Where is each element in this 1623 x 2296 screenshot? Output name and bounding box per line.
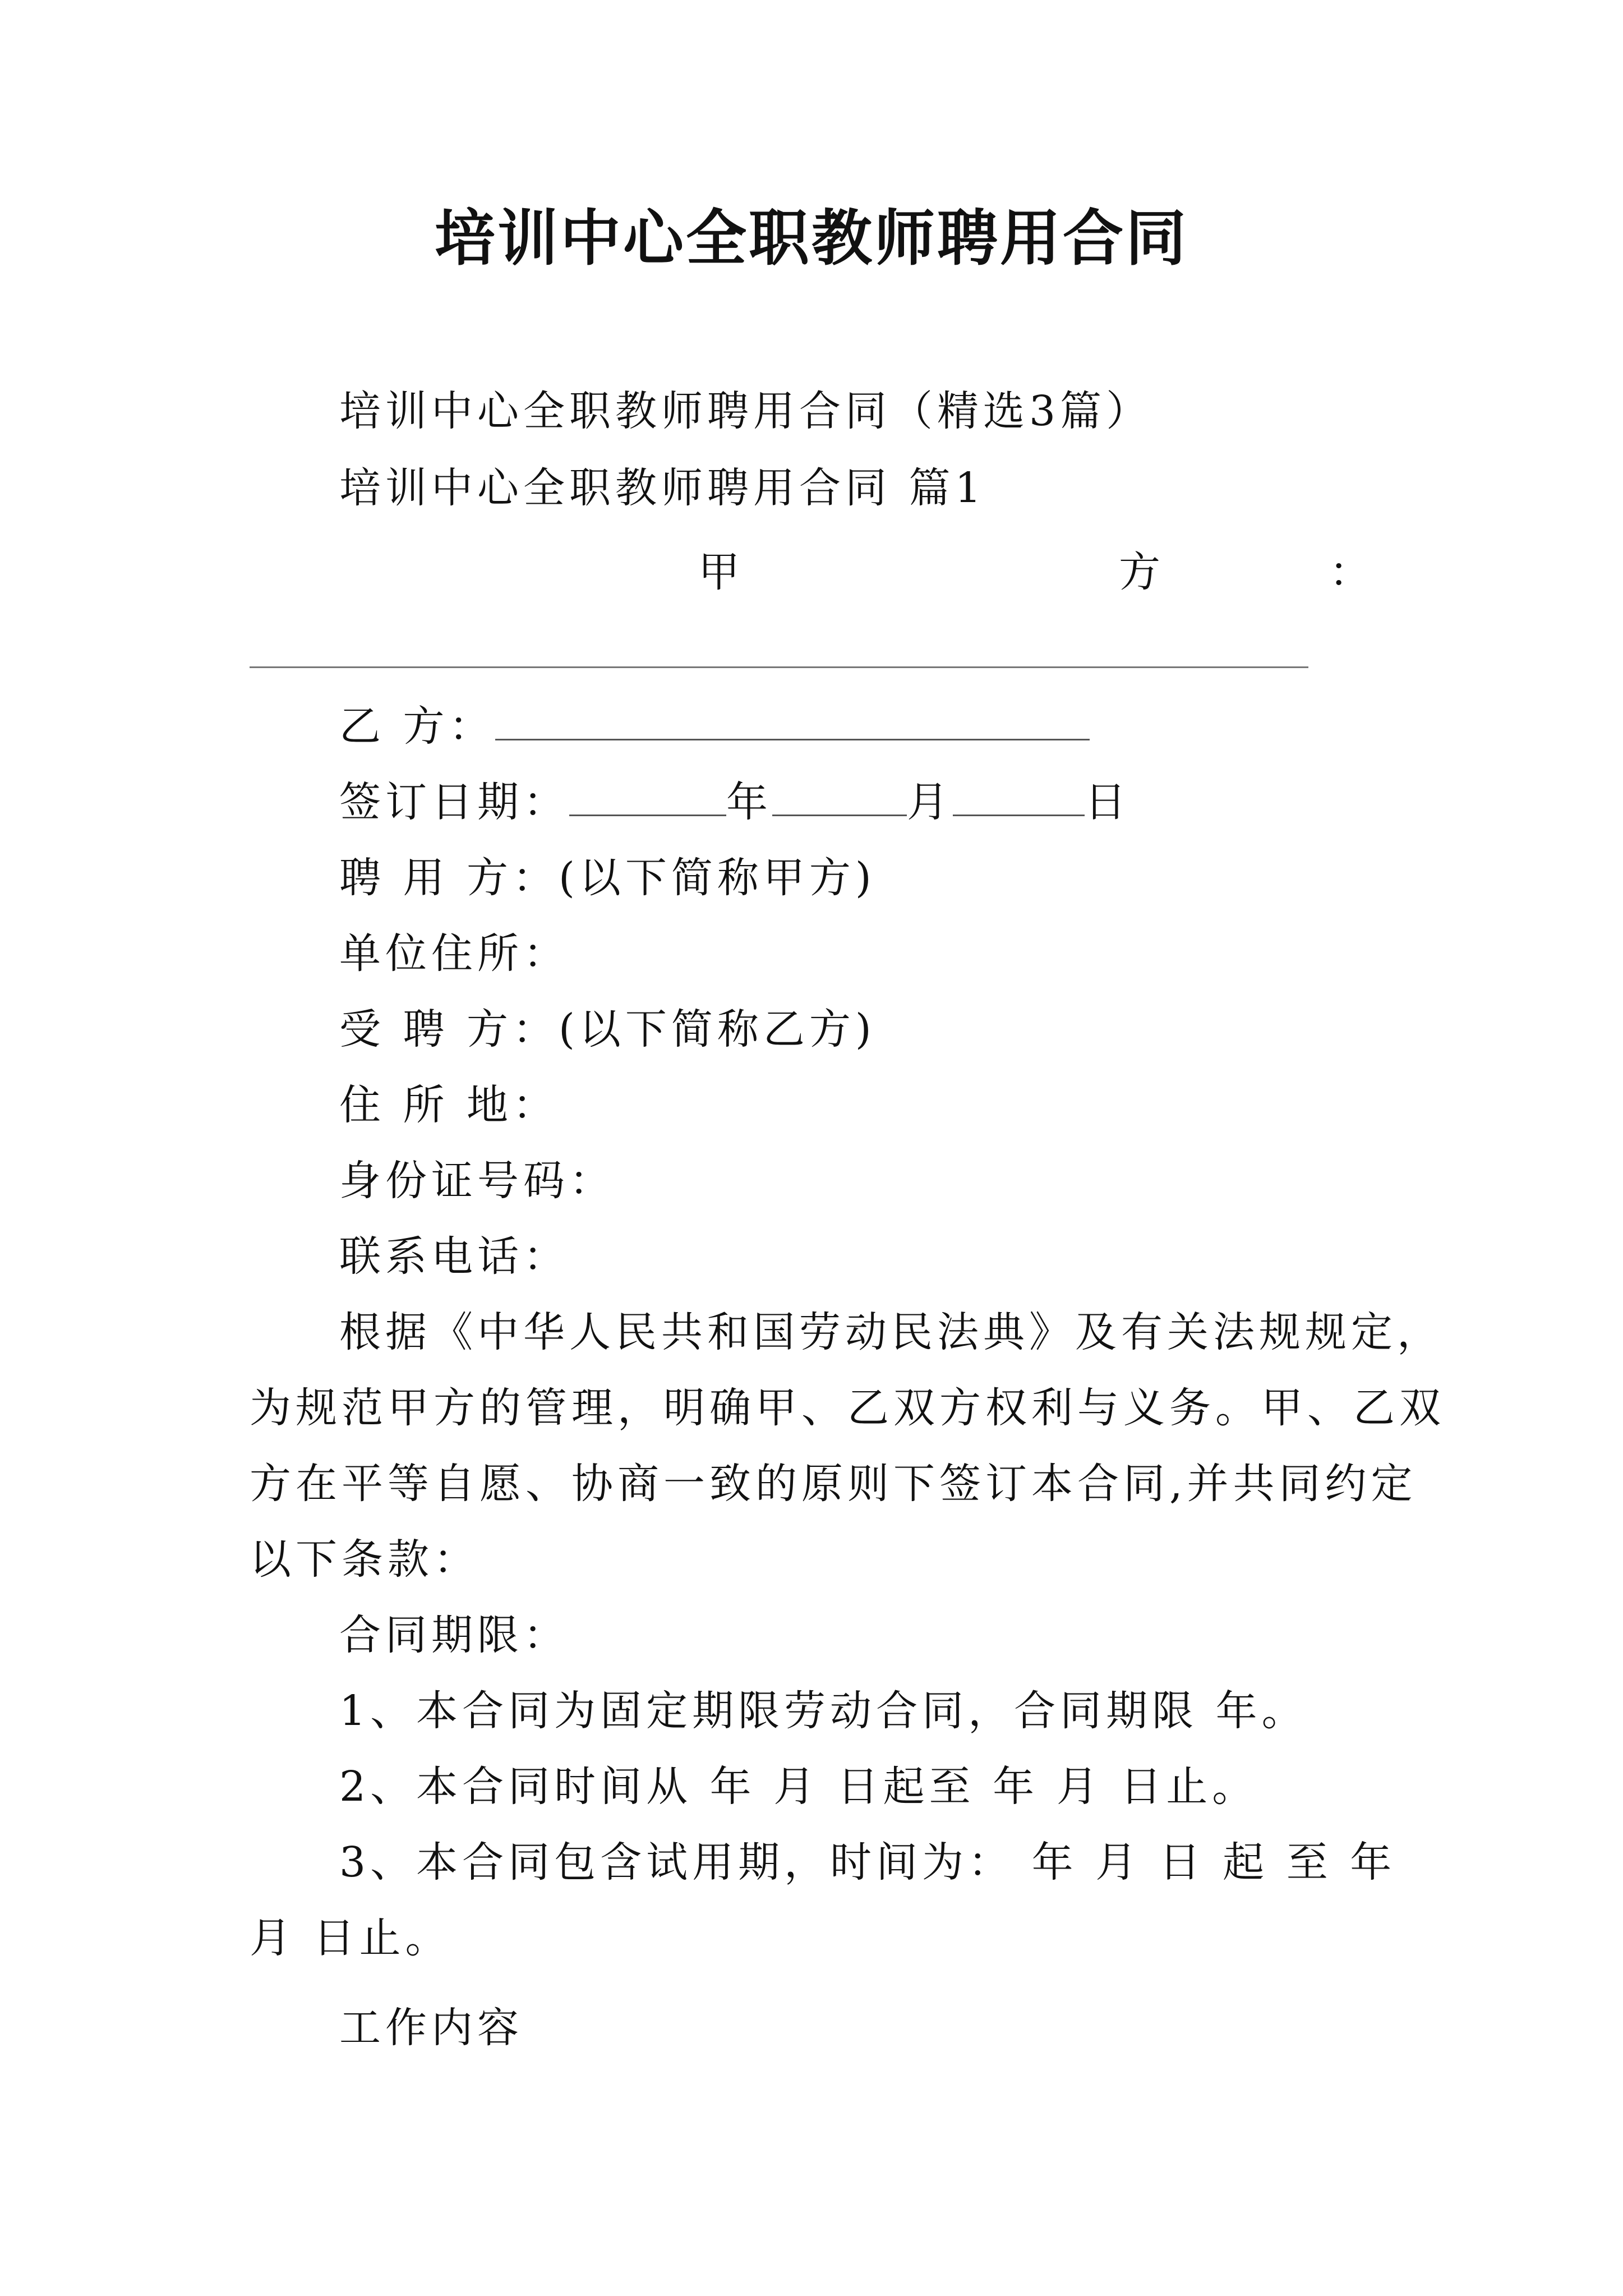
preamble-line-2: 为规范甲方的管理，明确甲、乙双方权利与义务。甲、乙双 xyxy=(250,1384,1445,1432)
clause-2: 2、本合同时间从 年 月 日起至 年 月 日止。 xyxy=(339,1763,1258,1811)
clause-1: 1、本合同为固定期限劳动合同，合同期限 年。 xyxy=(339,1687,1308,1735)
document-subtitle: 培训中心全职教师聘用合同（精选3篇） xyxy=(339,387,1152,435)
clause-3-line-2: 月 日止。 xyxy=(250,1914,451,1962)
day-blank xyxy=(953,774,1085,816)
contract-term-heading: 合同期限： xyxy=(339,1611,569,1659)
employee-row: 受 聘 方：(以下简称乙方) xyxy=(339,1005,876,1053)
day-label: 日 xyxy=(1085,778,1131,826)
phone-row: 联系电话： xyxy=(339,1232,569,1281)
party-b-label: 乙 方： xyxy=(339,702,495,751)
sign-date-label: 签订日期： xyxy=(339,778,569,826)
document-title: 培训中心全职教师聘用合同 xyxy=(434,203,1188,274)
clause-3-line-1: 3、本合同包含试用期，时间为： 年 月 日 起 至 年 xyxy=(339,1838,1396,1887)
preamble-line-4: 以下条款： xyxy=(250,1535,479,1584)
employer-row: 聘 用 方：(以下简称甲方) xyxy=(339,854,876,902)
preamble-line-3: 方在平等自愿、协商一致的原则下签订本合同,并共同约定 xyxy=(250,1460,1417,1508)
party-b-blank xyxy=(495,698,1090,740)
employee-address-row: 住 所 地： xyxy=(339,1081,559,1129)
id-number-row: 身份证号码： xyxy=(339,1157,615,1205)
preamble-line-1: 根据《中华人民共和国劳动民法典》及有关法规规定， xyxy=(339,1308,1443,1356)
month-label: 月 xyxy=(907,778,953,826)
work-content-heading: 工作内容 xyxy=(339,2004,523,2052)
month-blank xyxy=(772,774,907,816)
party-a-char2: 方 xyxy=(1119,548,1160,596)
employer-address-row: 单位住所： xyxy=(339,930,569,978)
party-a-row xyxy=(0,544,1623,600)
party-a-blank-line xyxy=(250,666,1308,668)
section-heading: 培训中心全职教师聘用合同 篇1 xyxy=(339,464,986,512)
year-label: 年 xyxy=(726,778,772,826)
party-b-row xyxy=(339,698,1090,754)
year-blank xyxy=(569,774,726,816)
party-a-char1: 甲 xyxy=(698,548,740,596)
party-a-colon: ： xyxy=(1329,548,1371,596)
sign-date-row xyxy=(339,774,1131,830)
